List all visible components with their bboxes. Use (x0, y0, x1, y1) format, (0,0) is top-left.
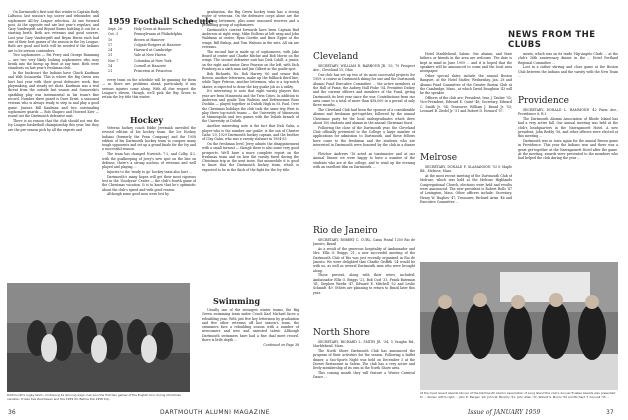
paragraph: On Dartmouth's first unit this winter is Captain Rudy LaRusso, last season's top scorer and rebounder, and sophomore All-Ivy League selection. At one forward post, At the opposite end are last year's regulars, and Gary Vandergrift and Bryant Burns battling it out for a starting berth. Both are veterans and good scorers. Last year Gary Vandergrift and Bryan Burns each had one of their best games of the season in the Ivy League. Both are good and both will be needed if the Indians are to be serious contenders. (8, 10, 99, 53)
paragraph: The Cleveland Club had been the sponsor of a considerable Alumni and freshman get-together, followed by the annual Christmas party for the local undergraduates which drew about 100 students and alumni in the annual Christmas feast. (313, 107, 415, 125)
right-column-2 (420, 52, 512, 148)
photo-content (420, 262, 618, 390)
awards-photo-caption: At the most recent Awards Dinner of the Dartmouth Alumni Association of Long Island the club's Annual Trustee Awards was presented to ... Shown left to right ... John E. Bergen '20, John W. Murphy '51, John Allen '37, Robert S. Morris '52 and Richard T. Connell '35 ... (420, 392, 616, 399)
left-column-3 (202, 10, 299, 278)
schedule-row: 17 Colgate-Rutgers at Hanover (108, 42, 182, 47)
north-shore-section (313, 340, 415, 402)
paragraph: Two sophomores — Pat Ferry and George Ramming — are two very likely looking sophomores who may break into the lineup up front at any time. Both were standouts on last year's freshman club. (8, 53, 99, 71)
providence-section (518, 108, 618, 258)
rio-heading: Rio de Janeiro (313, 226, 378, 236)
paragraph: In the backcourt the Indians have Chuck Kaufman and Walt Sosnowski. This is where the Big Green was hurt last year with their great defensive work, fine playmaking, and steady set shots. Kaufman was a real threat from the outside last season and Sosnowski's sparkling play was instrumental in his team's fine record. Number three guard is Dave Ernst, a seasoned veteran who is always ready to step in and play a good game. Juniors Bill Kaufman and two outstanding sophomore guards — Bob Shapiro and Howard Kiev — round out the Dartmouth defensive unit. (8, 71, 99, 119)
magazine-footer: DARTMOUTH ALUMNI MAGAZINE (160, 409, 270, 416)
rugby-photo-caption: Dartmouth's rugby team, continuing its winning ways, has won the first two games of the English tour during Christmas vacation. It also ties Rockhaven and the 1959 XV. Before the 1958 trip, (7, 394, 181, 401)
schedule-row: 14 Cornell at Hanover (108, 64, 166, 69)
paragraph: Bob Richards, No. Rob Harvey '60 and senior Bob Bowen, another lettermen, make up the fullback third line, while Tiger Petrous, another lettermen, who is a top-notch skater, is expected to draw the key goalie job as a utility. (202, 71, 299, 89)
paragraph: Another interesting note is the fact that Dick Gahn, a player who is the number one goalie, is the son of Chester Gahn '29, 1929 Dartmouth hockey captain, and the brother of Clay Gahn, who was a varsity stalwart in 1954-55. (202, 124, 299, 142)
paragraph: Those present, along with their wives, included: Ambassador Ellis O. Briggs '21, Bob Curl '33, Frank Bateman '41, Stephen Weeks '47, Edward E. Mitchell '52 and Leslie Schmidt '49. Others are planning to return to Brazil later this year. (313, 273, 415, 295)
right-column-3-top (518, 52, 618, 92)
schedule-row: 31 Yale at New Haven (108, 53, 166, 58)
cleveland-heading: Cleveland (313, 52, 359, 62)
hockey-section (102, 126, 196, 262)
paragraph: SECRETARY, DONALD F. SLAMANSON '53 6 Maple Rd., Melrose, Mass. (420, 165, 512, 174)
page-number-left: 36 (8, 409, 16, 416)
schedule-row: Sept. 26 Holy Cross at Hanover (108, 27, 173, 31)
paragraph: graduation, the Big Green hockey team has a strong roster of veterans. On the defensive corps alone are the returning lettermen, plus some seasoned reserves and a promising group of sophomores. (202, 10, 299, 27)
photo-content (7, 283, 190, 392)
issue-footer: Issue of JANUARY 1959 (468, 409, 541, 416)
paragraph: SECRETARY, RICHARD L. SMITH JR. '54, 5 Vaughn Rd., Marblehead, Mass. (313, 340, 415, 349)
left-column-1 (8, 10, 99, 272)
paragraph: SECRETARY, WILLIAM R. BARBOUR JR. '33, 79 Prospect Ave., Cleveland 15, Ohio (313, 64, 415, 73)
paragraph: Usually one of the strongest winter teams, the Big Green swimming team under Coach Karl Michael faces a rebuilding year. With just five key lettermen by graduation and five other veterans off last season's team, the swimmers face a rebuilding season with a number of newcomers and new and untested talent. Although Dartmouth swimmers have had a fine dual meet record, there is little depth ... (202, 308, 299, 343)
cleveland-section (313, 64, 415, 218)
paragraph: At the most recent meeting of the Dartmouth Club of Melrose, which was held at the Melrose Highlands Congregational Church, elections were held and results were announced. The new president is Robert Rolls '47 of Lexington, Mass. Other officers include: Secretary, Henry W. Hughes '47, Treasurer, Richard Arms '46 and Executive Committee ... (420, 174, 512, 204)
paragraph: The team has changed Norwich, 7-2, and Colby, 4-2, with the goalkeeping of Jerry's new spot on the line on defense, there's a strong nucleus of veterans and well played and playing ... (102, 152, 196, 170)
north-shore-heading: North Shore (313, 328, 370, 338)
paragraph: SECRETARY, DONALD L. HAMMOND '42 Farm Ave., Providence 6, R.I. (518, 108, 618, 117)
paragraph: The Dartmouth Alumni Association of Rhode Island has had a very active fall. Our annual meeting was held at the club's headquarters in the Narragansett Hotel. A new president, John Reddy '56, and other officers were elected at this meeting ... (518, 117, 618, 139)
swimming-section (202, 308, 299, 402)
schedule-row: Nov. 7 Columbia at New York (108, 58, 172, 63)
paragraph: Dartmouth's many hopes will get their most rigorous test in the 'Goodyear' Center — the club's fourth game of the Christmas vacation. It is to know that he's optimistic about the club's speed and with good reason. (102, 174, 196, 192)
football-schedule (108, 27, 198, 75)
paragraph: every team on the schedule will be gunning for them — so there are problems ahead, particularly if any serious injuries come along. With all due respect the League's eleven, though, we'll pick the Big Green to retain the Ivy title this winter. (102, 78, 196, 100)
paragraph: As a result of the generous hospitality of Ambassador and Mrs. Ellis O. Briggs '21, a new successful meeting of the Dartmouth Club of Rio was just recently organized in Rio de Janeiro. We were delighted that Charlie Griffith '24 would be with us, as well as several Dartmouth men who were brought along. (313, 247, 415, 273)
paragraph: Continued on Page 38 (263, 342, 299, 347)
paragraph: Other special dates include the annual Boston Banquet, at the Hotel Statler, Wednesday, Jan. 28 and Alumni Fund Committee of the Greater Boston Club at the Cambridge, Mass., at which David Boughton '43 will be the speaker. (420, 73, 512, 96)
paragraph: SECRETARY, ROBERT C. CURL, Caixa Postal 1350 Rio de Janeiro, Brazil (313, 238, 415, 247)
paragraph: Hotel Marblehead, Salem. Our alumni, and their fathers or friends in the area are welcome. The date is kept in mind in June 1959 ... and it is hoped that the speakers will be announced to come and the local area newspaper. (420, 52, 512, 74)
paragraph: Dartmouth's current forwards have been Captain Bud Anderson at right wing, Mike Hollows at left wing and John Waldman at center, Ryan Goettie and Buzz Epper at the wings, Bill Bishop, and Tom Walrons in the nets. All six are veterans. (202, 27, 299, 49)
paragraph: On the freshman level, Jerry admits the disappointment with a small turnout — though there is also some very good prospects. We'll have a more complete report on the freshman team and on how the varsity fared during the Christmas trip in the next issue. But meanwhile it is good to know that the Dartmouth hockey team, which is expected to be in the thick of the fight for the Ivy title. (202, 141, 299, 172)
melrose-section (420, 165, 512, 255)
schedule-row: 21 Princeton at Princeton (108, 69, 172, 74)
awards-dinner-photo (420, 262, 618, 390)
schedule-row: Oct. 3 Pennsylvania at Philadelphia (108, 32, 183, 37)
paragraph: Our club has set up two of its most successful projects for 1959: a course in Dartmouth skiing for one and the Dartmouth Alumni Fund Executive Committee ... the active members at the Hall of Fame, the Aubrey Hall Fiske '54, President Dickey and the current officers and members of the Fund, giving Dartmouth its best year since the war. Contributions from our area came to a total of more than $58,000 in a period of only three months. (313, 73, 415, 108)
news-from-the-clubs-banner: NEWS FROM THE CLUBS (508, 30, 596, 50)
rugby-team-photo (7, 283, 190, 392)
page-number-right: 37 (606, 409, 614, 416)
melrose-heading: Melrose (420, 153, 458, 163)
schedule-title: 1959 Football Schedule (108, 16, 214, 26)
paragraph: ments, which was on its trade 'Hip-Angelo Clark' ... at the club's 36th anniversary dinner in the ... Hotel Portland Regional Committee ... (518, 52, 618, 65)
paragraph: Officers of the club are: President, Ivan J. Tauber '55; Vice-President, Edward E. Quint '48; Secretary, Edward C. Smith Jr. '54; Treasurer, William J. Broad Jr. '53; Leonard B. Ziedel Jr. '51 and Robert D. Howard '57. (420, 95, 512, 113)
paragraph: Lost in a rather stirring and close game at the Boston Club between the Indians and the varsity with the New Team ... (518, 65, 618, 78)
paragraph: Injuries to the 'ready to go' hockey team also hurt ... (107, 169, 192, 174)
paragraph: The second line is made up of sophomores, with Jake Beard at center and Charlie Ritchie and Bob Morse on the wings. The second defensive unit has Dick Cahill, a junior, on the right and senior Dave Pearson on the left, with Dick Feinberg as a sixth man and Jim Gilbert at the goalie spot. (202, 49, 299, 71)
schedule-row: 24 Harvard at Cambridge (108, 48, 172, 53)
paragraph: Dartmouth was in town again for the annual Brown game in Providence. This year the Indians won and there was a great get-together at the Narragansett Hotel after the game. At the meeting, awards were presented to the members who had helped the club during the year ... (518, 139, 618, 161)
swimming-heading: Swimming (213, 296, 261, 306)
paragraph: There is no reason that the club should not win the Ivy League basketball championship this year, but they are the pre-season pick by all the experts and (8, 118, 99, 132)
rio-section (313, 238, 415, 320)
schedule-row: 10 Brown at Hanover (108, 37, 165, 42)
paragraph: The North Shore Dartmouth Club has announced the program of their activities for the season. Following a buffet dinner, a Sno-Sports Night was held on December 3 at the Dorset Restaurant in Salem. The club has a very active and lively membership of its own in the North Shore area. (313, 349, 415, 371)
paragraph: Following the close of the Dartmouth year, the Cleveland Club officially presented to the College a large number of applications for admission to Dartmouth, and these fellows have come to the freshman and the students who are interested in Dartmouth were honored by the club in a dinner ... (313, 125, 415, 152)
paragraph: Fletcher Andrews '16 acted as toastmaster and at our Annual Dinner we were happy to have a number of the students who are at the college, and to wind up the evening with an excellent film on Dartmouth ... (313, 151, 415, 169)
paragraph: Veteran hockey coach Eddie Jeremiah unveiled the revised edition of his hockey team, the Ice Hockey Indians (formerly the Penn Company) and the 1958 edition of his Dartmouth hockey team to conquer many tough opponents and set up a grand finale for the Ivy and a successful season. (102, 126, 196, 152)
paragraph: This coming month they will feature a Winter Carnival Dance ... (313, 371, 415, 380)
hockey-heading: Hockey (130, 115, 164, 125)
providence-heading: Providence (518, 96, 569, 106)
paragraph: Although some good men were lost by (107, 192, 169, 197)
paragraph: It's interesting to note that eight varsity players this year are from Minnesota and the Twin Cities. In addition to Anderson and goalie Tom Walrons and Defensemen Russ Ducklin — played together at Duluth High in St. Paul. Over the Christmas holidays the club took the same trip West to play three top-notch teams — the University of Minnesota at Minneapolis and two games with the Duluth branch of the University at Duluth. (202, 89, 299, 124)
